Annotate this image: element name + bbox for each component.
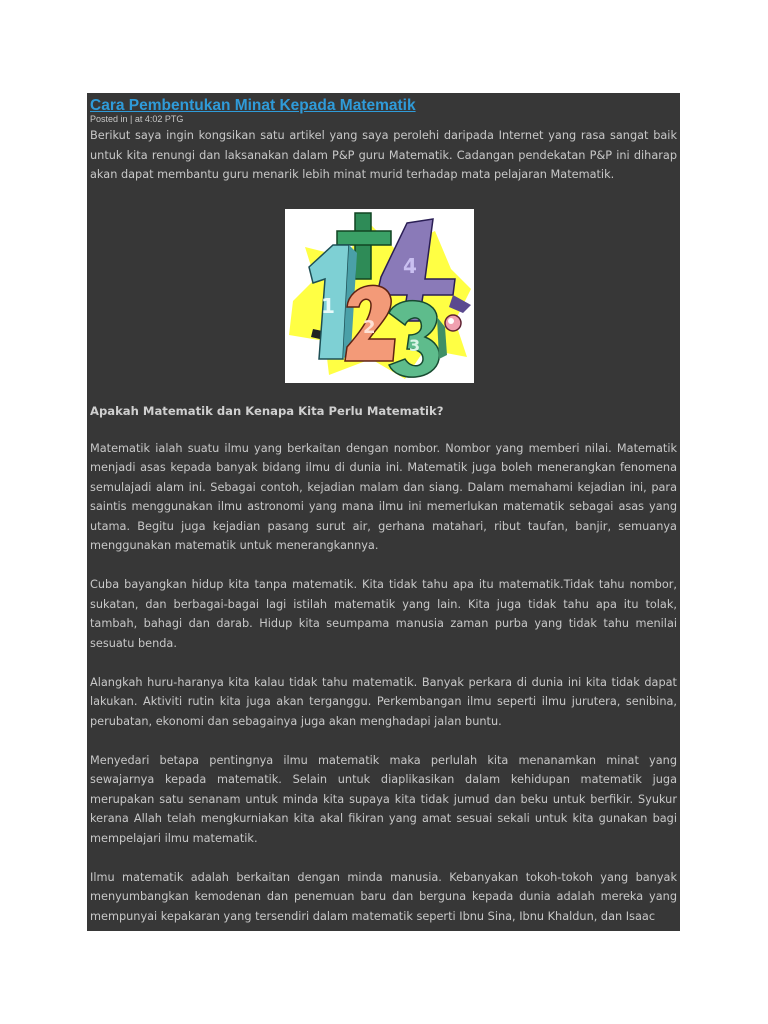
- four-label: 4: [403, 253, 417, 278]
- paragraph-3: Alangkah huru-haranya kita kalau tidak tahu matematik. Banyak perkara di dunia ini kita tidak dapat lakukan. Aktiviti rutin kita juga akan terganggu. Perkembangan ilmu seperti ilmu jurutera, senibina, perubatan, ekonomi dan sebagainya juga akan menghadapi jalan buntu.: [90, 675, 677, 728]
- decimal-dot: [445, 315, 461, 331]
- math-numbers-image: [285, 209, 474, 383]
- section-heading: Apakah Matematik dan Kenapa Kita Perlu Matematik?: [90, 403, 444, 418]
- one-label: 1: [321, 293, 335, 318]
- numbers-clipart: [285, 209, 474, 383]
- paragraph-4: Menyedari betapa pentingnya ilmu matematik maka perlulah kita menanamkan minat yang sewajarnya kepada matematik. Selain untuk diaplikasikan dalam kehidupan matematik juga merupakan satu senanam untuk minda kita supaya kita tidak jumud dan beku untuk berfikir. Syukur kerana Allah telah mengkurniakan kita akal fikiran yang amat sesuai sekali untuk kita gunakan bagi mempelajari ilmu matematik.: [90, 753, 677, 845]
- paragraph-1: Matematik ialah suatu ilmu yang berkaitan dengan nombor. Nombor yang memberi nilai. Matematik menjadi asas kepada banyak bidang ilmu di dunia ini. Matematik juga boleh menerangkan fenomena semulajadi alam ini. Sebagai contoh, kejadian malam dan siang. Dalam memahami kejadian ini, para saintis menggunakan ilmu astronomi yang mana ilmu ini memerlukan matematik sebagai asas yang utama. Begitu juga kejadian pasang surut air, gerhana matahari, ribut taufan, banjir, semuanya menggunakan matematik untuk menerangkannya.: [90, 441, 677, 552]
- paragraph-5: Ilmu matematik adalah berkaitan dengan minda manusia. Kebanyakan tokoh-tokoh yang banyak menyumbangkan kemodenan dan penemuan baru dan berguna kepada dunia adalah mereka yang mempunyai kepakaran yang tersendiri dalam matematik seperti Ibnu Sina, Ibnu Khaldun, dan Isaac: [90, 870, 677, 923]
- paragraph-2: Cuba bayangkan hidup kita tanpa matematik. Kita tidak tahu apa itu matematik.Tidak tahu nombor, sukatan, dan berbagai-bagai lagi istilah matematik yang lain. Kita juga tidak tahu apa itu tolak, tambah, bahagi dan darab. Hidup kita seumpama manusia zaman purba yang tidak tahu menilai sesuatu benda.: [90, 578, 677, 650]
- intro-paragraph: Berikut saya ingin kongsikan satu artikel yang saya perolehi daripada Internet yang rasa sangat baik untuk kita renungi dan laksanakan dalam P&P guru Matematik. Cadangan pendekatan P&P ini diharap akan dapat membantu guru menarik lebih minat murid terhadap mata pelajaran Matematik.: [90, 129, 677, 181]
- post-meta: Posted in | at 4:02 PTG: [90, 114, 184, 124]
- three-label: 3: [409, 335, 421, 355]
- two-label: 2: [363, 316, 376, 338]
- article-title-link[interactable]: Cara Pembentukan Minat Kepada Matematik: [90, 97, 416, 114]
- article-panel: [87, 93, 680, 931]
